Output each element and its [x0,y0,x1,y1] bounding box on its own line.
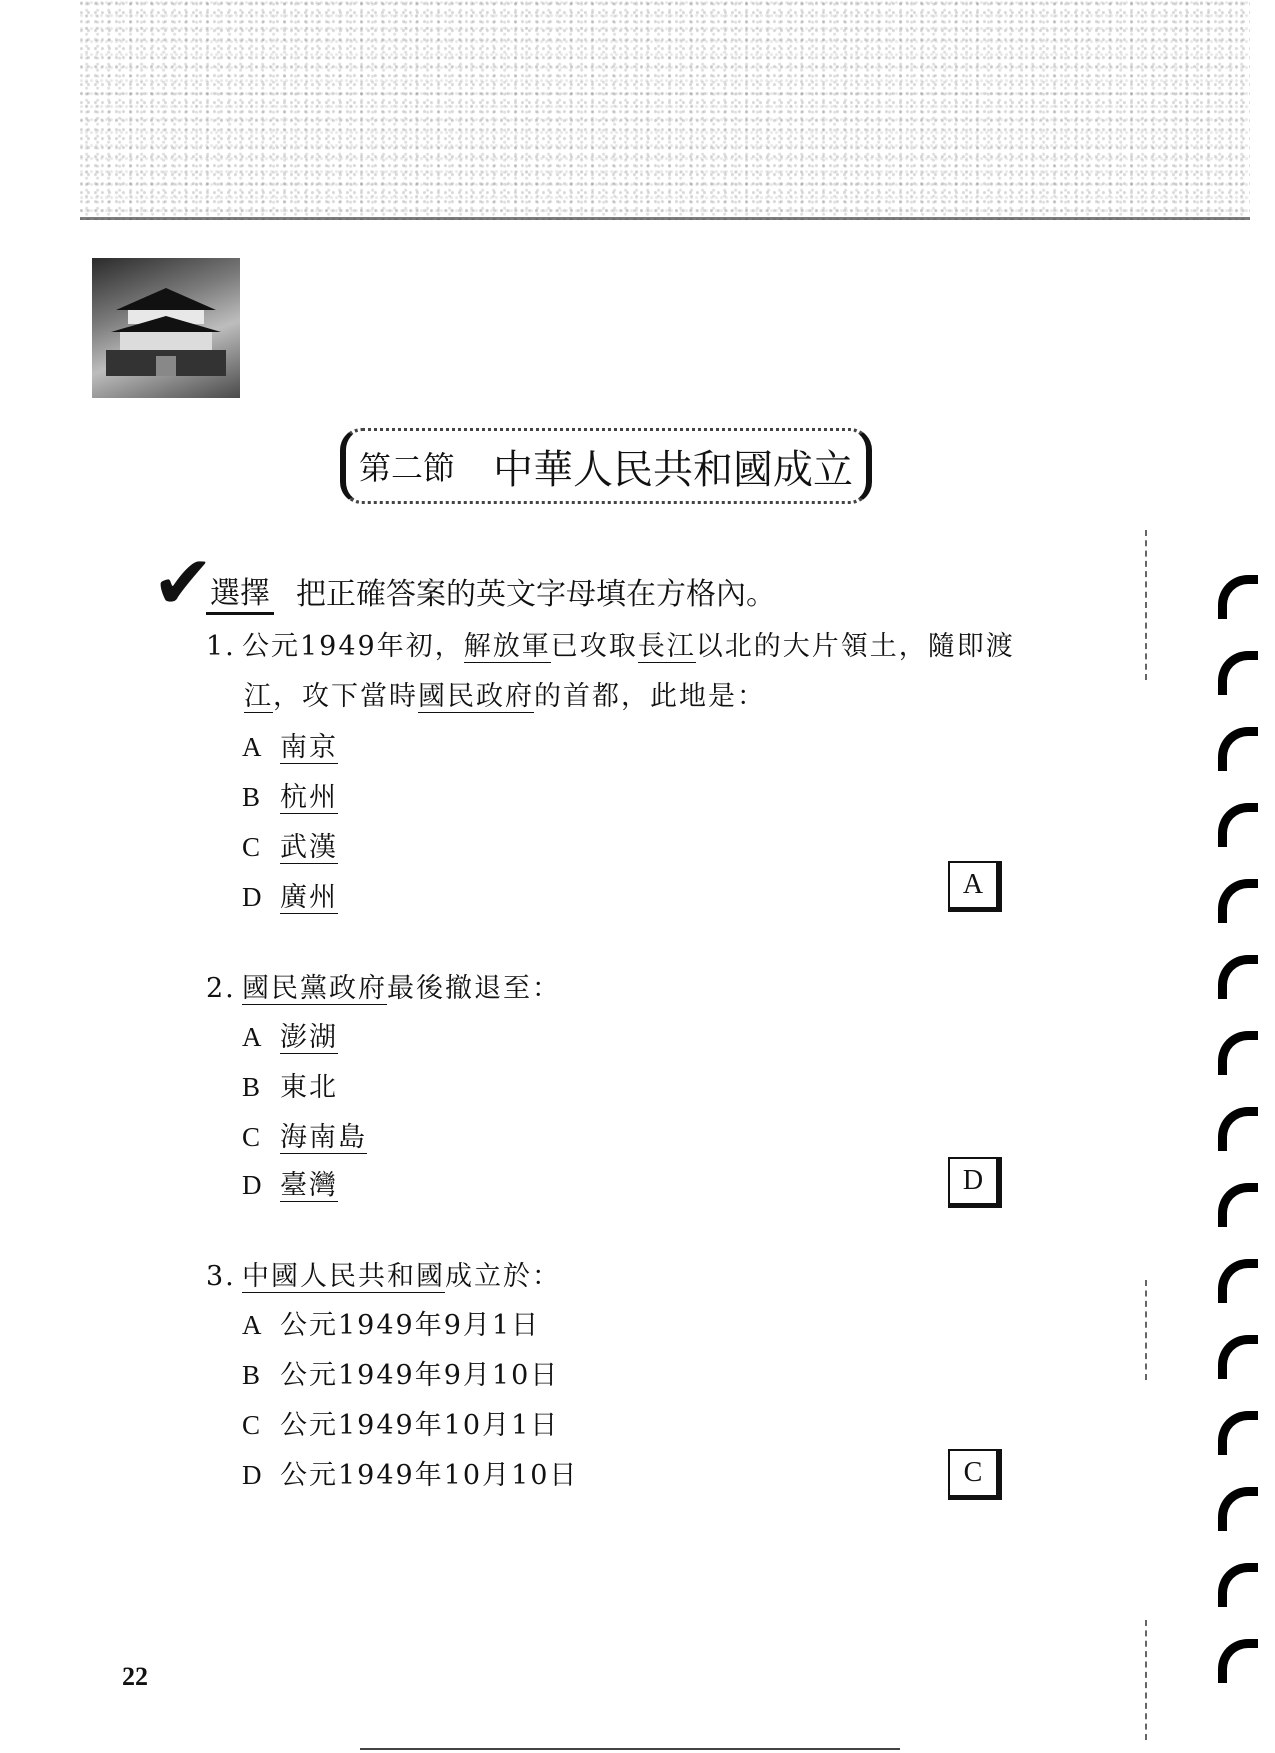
question-1-line-2 [244,672,766,722]
checkmark-icon: ✔ [152,540,215,626]
q2-option-b [242,1062,338,1113]
question-2 [206,964,561,1014]
question-text: 最後撤退至： [387,973,561,1004]
term-underlined: 國民黨政府 [242,973,387,1004]
q1-option-d [242,872,338,923]
binding-ring-icon [1218,1487,1258,1531]
q3-option-d [242,1450,578,1501]
q2-option-d [242,1160,338,1211]
option-text: 海南島 [280,1122,367,1153]
question-text: 以北的大片領土，隨即渡 [695,631,1015,662]
option-text: 杭州 [280,782,338,813]
option-letter: D [242,882,264,912]
page-number: 22 [122,1662,148,1691]
question-3 [206,1252,561,1302]
option-letter: B [242,782,263,812]
question-number: 3. [206,1261,236,1292]
binding-ring-icon [1218,1259,1258,1303]
q3-option-c [242,1400,559,1451]
term-underlined: 解放軍 [463,631,551,662]
term-underlined: 中國人民共和國 [242,1261,445,1292]
q1-option-c [242,822,338,873]
q3-option-b [242,1350,559,1401]
option-letter: A [242,732,264,762]
question-number: 1. [206,631,236,662]
q1-answer-box[interactable]: A [948,861,1002,912]
q1-option-b [242,772,338,823]
term-underlined: 江 [244,681,273,712]
q2-answer-box[interactable]: D [948,1157,1002,1208]
binding-ring-icon [1218,1335,1258,1379]
option-letter: A [242,1022,264,1052]
section-heading [340,428,872,504]
option-text: 廣州 [280,882,338,913]
header-texture [80,0,1250,220]
binding-ring-icon [1218,879,1258,923]
option-letter: C [242,1122,263,1152]
instruction-tag: 選擇 [206,568,274,615]
margin-divider [1145,1620,1147,1740]
binding-ring-icon [1218,803,1258,847]
question-1 [206,622,1015,672]
binding-ring-icon [1218,955,1258,999]
question-number: 2. [206,973,236,1004]
instruction-text: 把正確答案的英文字母填在方格內。 [296,577,777,612]
margin-divider [1145,1280,1147,1380]
question-text: 公元1949年初， [242,631,464,662]
q1-option-a [242,722,338,773]
question-text: ，攻下當時 [273,681,418,712]
q3-answer-box[interactable]: C [948,1449,1002,1500]
option-text: 公元1949年9月10日 [280,1360,560,1391]
option-text: 東北 [280,1072,338,1103]
instruction-row [152,540,777,626]
binding-ring-icon [1218,1411,1258,1455]
question-text: 的首都，此地是： [534,681,766,712]
binding-ring-icon [1218,651,1258,695]
margin-divider [1145,530,1147,680]
option-letter: D [242,1460,264,1490]
gate-tower-icon [106,280,226,380]
gate-tower-photo [92,258,240,398]
bottom-rule [360,1748,900,1750]
option-letter: C [242,1410,263,1440]
binding-ring-icon [1218,1031,1258,1075]
option-text: 臺灣 [280,1170,338,1201]
option-text: 公元1949年9月1日 [280,1310,541,1341]
option-text: 公元1949年10月10日 [280,1460,579,1491]
option-text: 武漢 [280,832,338,863]
option-text: 公元1949年10月1日 [280,1410,560,1441]
option-letter: C [242,832,263,862]
option-letter: D [242,1170,264,1200]
q2-option-c [242,1112,367,1163]
q3-option-a [242,1300,540,1351]
binding-ring-icon [1218,727,1258,771]
section-title-text: 中華人民共和國成立 [493,446,853,493]
q2-option-a [242,1012,338,1063]
option-letter: B [242,1360,263,1390]
section-number: 第二節 [358,449,455,487]
binding-ring-icon [1218,1563,1258,1607]
option-text: 南京 [280,732,338,763]
binding-ring-icon [1218,1639,1258,1683]
option-text: 澎湖 [280,1022,338,1053]
binding-ring-icon [1218,1107,1258,1151]
question-text: 已攻取 [550,631,638,662]
question-text: 成立於： [445,1261,561,1292]
term-underlined: 長江 [637,631,696,662]
binding-ring-icon [1218,1183,1258,1227]
option-letter: B [242,1072,263,1102]
option-letter: A [242,1310,264,1340]
term-underlined: 國民政府 [418,681,534,712]
binding-ring-icon [1218,575,1258,619]
